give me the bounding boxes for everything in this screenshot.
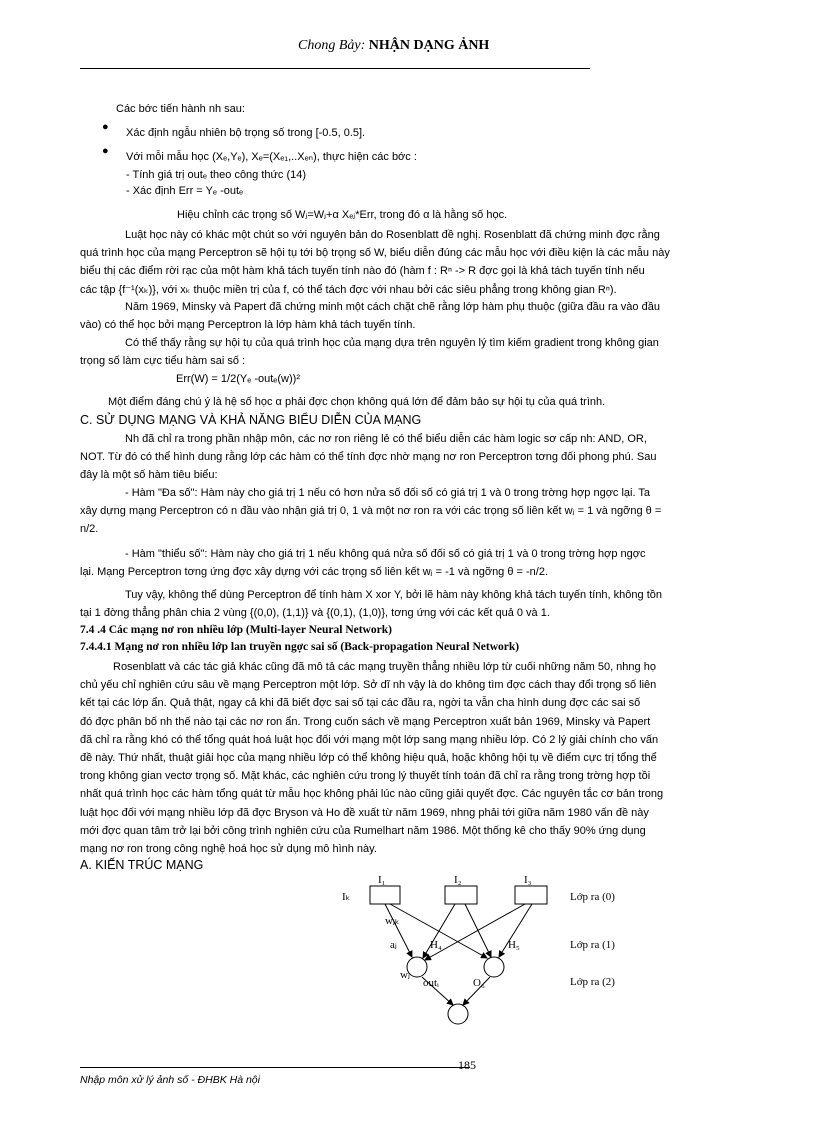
intro-text: Các bớc tiến hành nh sau: [116, 103, 245, 115]
hidden-node [484, 957, 504, 977]
ik-label: Iₖ [342, 891, 351, 903]
hidden-label: H₄ [430, 939, 442, 951]
footer-rule [80, 1067, 470, 1068]
input-node [370, 886, 400, 904]
page-number: 185 [458, 1058, 476, 1072]
bullet-marker: ● [102, 145, 109, 157]
update-rule: Hiệu chỉnh các trọng số Wⱼ=Wⱼ+α Xₑⱼ*Err, trong đó α là hằng số học. [177, 209, 508, 221]
layer-label: Lớp ra (2) [570, 976, 615, 988]
input-node [515, 886, 547, 904]
chapter-label: Chong Bảy: [298, 38, 366, 53]
paragraph: - Hàm "Đa số": Hàm này cho giá trị 1 nếu có hơn nửa số đối số có giá trị 1 và 0 trong trờng hợp ngợc lại. Ta xây dựng mạng Perceptron có n đầu vào nhận giá trị 0, 1 và một nơ ron ra với các trọng số liên kết wⱼ = 1 và ngỡng θ = n/2. [80, 487, 662, 536]
bullet-marker: ● [102, 121, 109, 133]
subsection-heading: 7.4.4.1 Mạng nơ ron nhiều lớp lan truyền ngợc sai số (Back-propagation Neural Network) [80, 641, 520, 653]
step-item: - Xác định Err = Yₑ -outₑ [126, 185, 244, 197]
chapter-title: NHẬN DẠNG ẢNH [368, 38, 490, 53]
paragraph: Một điểm đáng chú ý là hệ số học α phải đợc chọn không quá lớn để đảm bảo sự hội tụ của quá trình. [108, 396, 606, 408]
paragraph: Luật học này có khác một chút so với nguyên bản do Rosenblatt đề nghị. Rosenblatt đã chứng minh đợc rằng quá trình học của mạng Perceptron sẽ hội tụ tới bộ trọng số W, biểu diễn đúng các mẫu học với điều kiện là các mẫu này biểu thị các điểm rời rạc của một hàm khả tách tuyến tính nào đó (hàm f : Rⁿ -> R đợc gọi là khả tách tuyến tính nếu các tập {f⁻¹(xₖ)}, với xₖ thuộc miền trị của f, có thể tách đợc với nhau bởi các siêu phẳng trong không gian Rⁿ). [80, 229, 670, 296]
hidden-node [407, 957, 427, 977]
paragraph: Rosenblatt và các tác giả khác cũng đã mô tả các mạng truyền thẳng nhiều lớp từ cuối những năm 50, nhng họ chủ yếu chỉ nghiên cứu sâu về mạng Perceptron một lớp. Sở dĩ nh vậy là do không tìm đợc cách thay đổi trọng số liên kết tại các lớp ẩn. Quả thật, ngay cả khi đã biết đợc sai số tại các đầu ra, ngời ta vẫn cha hình dung đợc các sai số đó đợc phân bố nh thế nào tại các nơ ron ẩn. Trong cuốn sách về mạng Perceptron xuất bản 1969, Minsky và Papert đã chỉ ra rằng khó có thể tổng quát hoá luật học đối với mạng một lớp sang mạng nhiều lớp. Có 2 lý giải chính cho vấn đề này. Thứ nhất, thuật giải học của mạng nhiều lớp có thể không hiệu quả, hoặc không hội tụ về điểm cực trị tổng thể trong không gian vectơ trọng số. Mặt khác, các nghiên cứu trong lý thuyết tính toán đã chỉ ra rằng trong trờng hợp tồi nhất quá trình học các hàm tổng quát từ mẫu học không phải lúc nào cũng giải quyết đợc. Các nguyên tắc cơ bản trong luật học đối với mạng nhiều lớp đã đợc Bryson và Ho đề xuất từ năm 1969, nhng phải tới giữa năm 1980 vấn đề này mới đợc quan tâm trở lại bởi công trình nghiên cứu của Rumelhart năm 1986. Một thống kê cho thấy 90% ứng dụng mạng nơ ron trong công nghệ hoá học sử dụng mô hình này. [80, 661, 664, 856]
subsection-heading: 7.4 .4 Các mạng nơ ron nhiều lớp (Multi-layer Neural Network) [80, 624, 392, 636]
weight-label: wⱼₖ [385, 915, 400, 927]
output-label: O₆ [473, 977, 485, 989]
input-label: I₁ [378, 874, 386, 886]
chapter-header [298, 38, 489, 54]
paragraph: - Hàm "thiểu số": Hàm này cho giá trị 1 nếu không quá nửa số đối số có giá trị 1 và 0 trong trờng hợp ngợc lại. Mạng Perceptron tơng ứng đợc xây dựng với các trọng số liên kết wⱼ = -1 và ngỡng θ = -n/2. [80, 548, 646, 579]
section-heading: C. SỬ DỤNG MẠNG VÀ KHẢ NĂNG BIỂU DIỄN CỦA MẠNG [80, 413, 422, 427]
network-diagram [330, 868, 650, 1033]
error-formula: Err(W) = 1/2(Yₑ -outₑ(w))² [176, 373, 300, 385]
paragraph: Tuy vậy, không thể dùng Perceptron để tính hàm X xor Y, bởi lẽ hàm này không khả tách tuyến tính, không tồn tại 1 đờng thẳng phân chia 2 vùng {(0,0), (1,1)} và {(0,1), (1,0)}, tơng ứng với các kết quả 0 và 1. [80, 589, 662, 620]
footer-text: Nhập môn xử lý ảnh số - ĐHBK Hà nội [80, 1074, 260, 1086]
paragraph: Có thể thấy rằng sự hội tụ của quá trình học của mạng dựa trên nguyên lý tìm kiếm gradient trong không gian trọng số làm cực tiểu hàm sai số : [80, 337, 659, 368]
input-node [445, 886, 477, 904]
header-rule [80, 68, 590, 69]
weight-label: wⱼ [400, 969, 410, 981]
hidden-label: H₅ [508, 939, 520, 951]
activation-label: aⱼ [390, 939, 397, 951]
step-item: - Tính giá trị outₑ theo công thức (14) [126, 169, 307, 181]
input-label: I₃ [524, 874, 532, 886]
bullet-item: Xác định ngẫu nhiên bộ trọng số trong [-0.5, 0.5]. [126, 127, 366, 139]
bullet-item: Với mỗi mẫu học (Xₑ,Yₑ), Xₑ=(Xₑ₁,..Xₑₙ), thực hiện các bớc : [126, 151, 417, 163]
paragraph: Năm 1969, Minsky và Papert đã chứng minh một cách chặt chẽ rằng lớp hàm phụ thuộc (giữa đầu ra vào đầu vào) có thể học bởi mạng Perceptron là lớp hàm khả tách tuyến tính. [80, 301, 660, 332]
section-heading: A. KIẾN TRÚC MẠNG [80, 858, 204, 872]
input-label: I₂ [454, 874, 462, 886]
paragraph: Nh đã chỉ ra trong phần nhập môn, các nơ ron riêng lẻ có thể biểu diễn các hàm logic sơ cấp nh: AND, OR, NOT. Từ đó có thể hình dung rằng lớp các hàm có thể tính đợc nhờ mạng nơ ron Perceptron tơng đối phong phú. Sau đây là một số hàm tiêu biểu: [80, 433, 657, 482]
layer-label: Lớp ra (0) [570, 891, 615, 903]
output-value-label: outᵢ [423, 977, 439, 989]
output-node [448, 1004, 468, 1024]
layer-label: Lớp ra (1) [570, 939, 615, 951]
